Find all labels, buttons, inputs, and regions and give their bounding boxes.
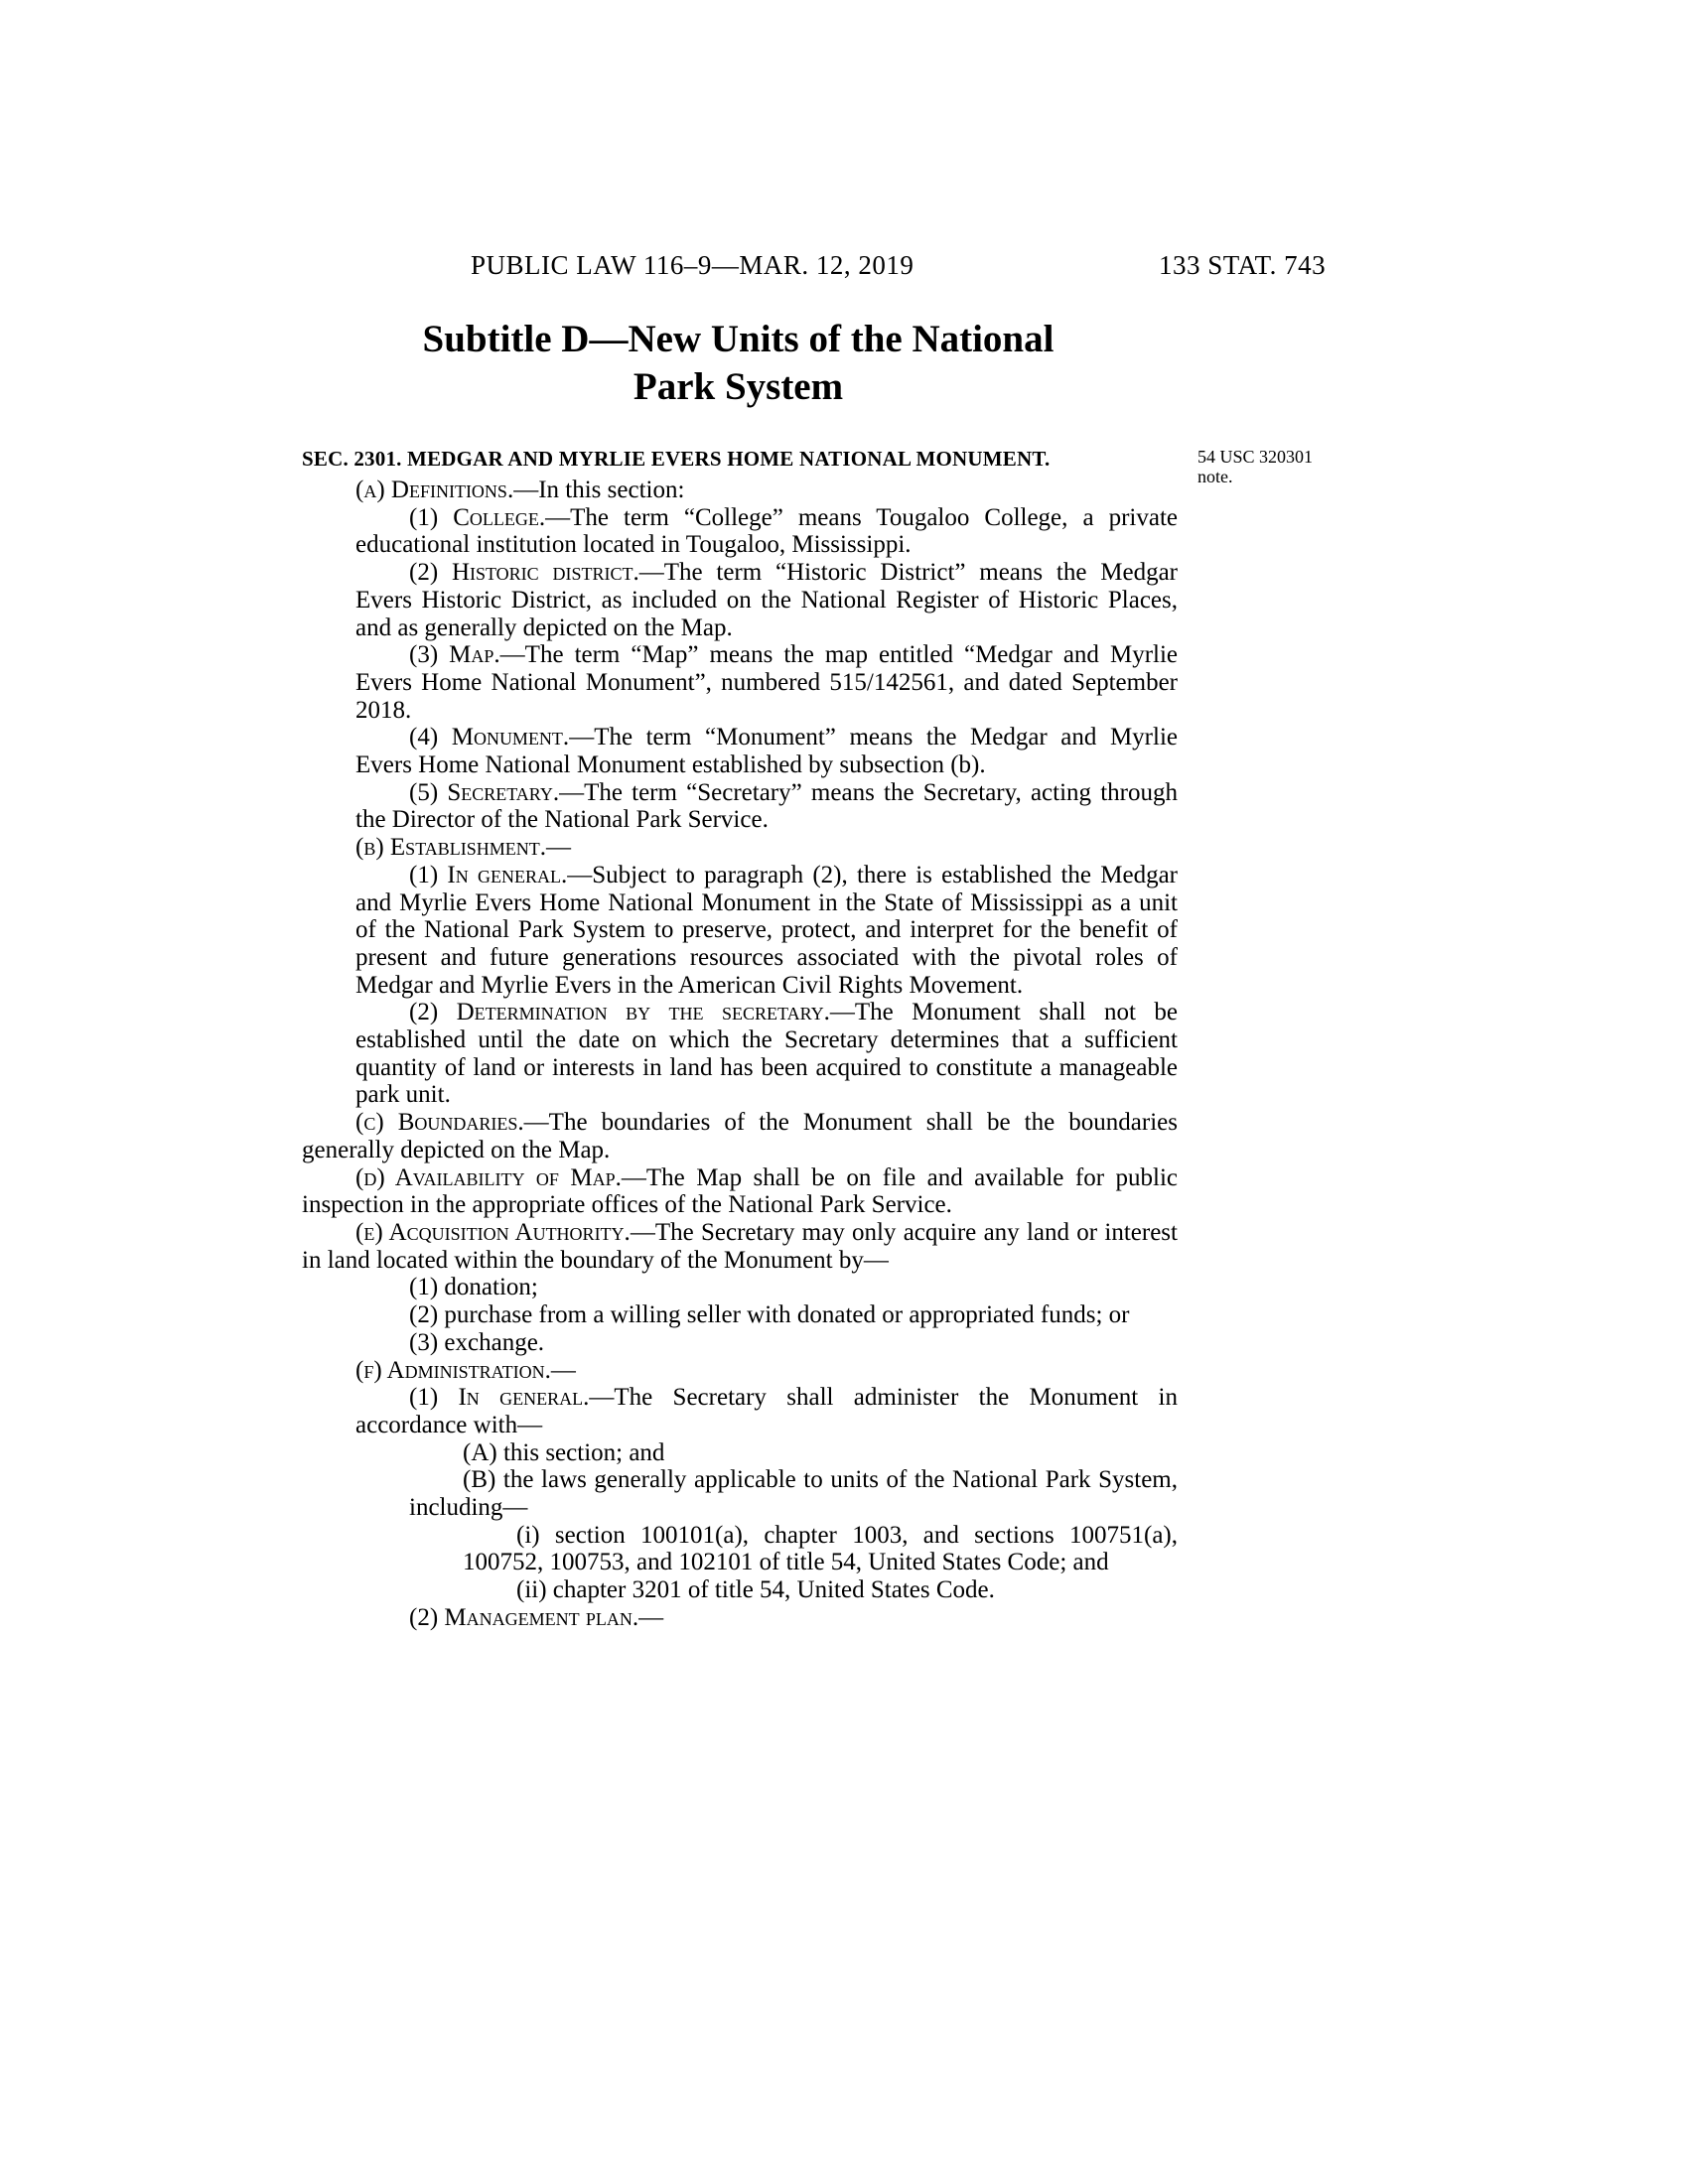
paragraph-text: —The term “Historic District” means the Medgar Evers Historic District, as included on the National Register of Historic Places, and as generally depicted on the Map. xyxy=(355,559,1178,641)
caption: (5) Secretary. xyxy=(409,778,560,806)
subsection-f xyxy=(302,1357,1178,1385)
paragraph-text: —The term “Secretary” means the Secretary, acting through the Director of the National Park Service. xyxy=(355,778,1178,834)
paragraph-text: (3) exchange. xyxy=(409,1328,545,1356)
paragraph-a-3 xyxy=(302,641,1178,724)
caption: (1) In general. xyxy=(409,861,568,888)
caption: (2) Determination by the secretary. xyxy=(409,999,830,1026)
caption: (d) Availability of Map. xyxy=(355,1163,622,1191)
paragraph-text: —The boundaries of the Monument shall be the boundaries generally depicted on the Map. xyxy=(302,1109,1178,1163)
clause-f-1-b-i xyxy=(302,1522,1178,1576)
subtitle-line-1: Subtitle D—New Units of the National xyxy=(422,318,1055,360)
paragraph-f-1 xyxy=(302,1384,1178,1438)
paragraph-text: —The term “Monument” means the Medgar and Myrlie Evers Home National Monument established by subsection (b). xyxy=(355,724,1178,779)
paragraph-text: (A) this section; and xyxy=(463,1438,665,1466)
subsection-c xyxy=(302,1109,1178,1163)
paragraph-a-2 xyxy=(302,559,1178,641)
paragraph-text: —Subject to paragraph (2), there is established the Medgar and Myrlie Evers Home National Monument in the State of Mississippi as a unit of the National Park System to preserve, protect, and interpret for the benefit of present and future generations resources associated with the pivotal roles of Medgar and Myrlie Evers in the American Civil Rights Movement. xyxy=(355,861,1178,999)
clause-f-1-b-ii xyxy=(302,1576,1178,1604)
subparagraph-f-1-a xyxy=(302,1439,1178,1467)
subsection-a xyxy=(302,477,1178,504)
subsection-e xyxy=(302,1219,1178,1274)
margin-note xyxy=(1197,447,1313,486)
margin-note-citation: 54 USC 320301 xyxy=(1197,447,1314,467)
caption: (1) College. xyxy=(409,503,546,531)
paragraph-f-2 xyxy=(302,1604,1178,1632)
paragraph-text: — xyxy=(638,1603,664,1631)
paragraph-e-3 xyxy=(302,1329,1178,1357)
caption: (4) Monument. xyxy=(409,724,570,751)
paragraph-a-1 xyxy=(302,504,1178,559)
paragraph-text: (i) section 100101(a), chapter 1003, and sections 100751(a), 100752, 100753, and 102101 of title 54, United States Code; and xyxy=(463,1521,1178,1576)
caption: (f) Administration. xyxy=(355,1356,551,1384)
paragraph-b-2 xyxy=(302,999,1178,1109)
caption: (a) Definitions. xyxy=(355,477,514,503)
margin-note-label: note. xyxy=(1197,467,1233,486)
paragraph-text: —The term “College” means Tougaloo College, a private educational institution located in Tougaloo, Mississippi. xyxy=(355,503,1178,559)
caption: (c) Boundaries. xyxy=(355,1109,524,1137)
paragraph-text: —The Secretary may only acquire any land or interest in land located within the boundary of the Monument by— xyxy=(302,1218,1178,1274)
caption: (b) Establishment. xyxy=(355,834,546,862)
paragraph-a-5 xyxy=(302,779,1178,834)
paragraph-text: —The Monument shall not be established until the date on which the Secretary determines that a sufficient quantity of land or interests in land has been acquired to constitute a manageable park unit. xyxy=(355,999,1178,1109)
paragraph-text: (2) purchase from a willing seller with donated or appropriated funds; or xyxy=(409,1301,1130,1329)
paragraph-e-2 xyxy=(302,1301,1178,1329)
caption: (3) Map. xyxy=(409,641,500,669)
paragraph-text: — xyxy=(546,834,571,862)
paragraph-text: (1) donation; xyxy=(409,1274,538,1301)
paragraph-text: (B) the laws generally applicable to units of the National Park System, including— xyxy=(409,1466,1178,1522)
subparagraph-f-1-b xyxy=(302,1466,1178,1521)
paragraph-e-1 xyxy=(302,1274,1178,1301)
paragraph-a-4 xyxy=(302,724,1178,778)
caption: (1) In general. xyxy=(409,1384,590,1412)
caption: (2) Historic district. xyxy=(409,559,639,587)
caption: (2) Management plan. xyxy=(409,1603,639,1631)
subsection-d xyxy=(302,1164,1178,1219)
subtitle-heading xyxy=(298,316,1179,411)
paragraph-text: — xyxy=(550,1356,576,1384)
paragraph-text: —In this section: xyxy=(513,477,685,503)
section-body xyxy=(302,477,1178,1632)
paragraph-text: —The Map shall be on file and available for public inspection in the appropriate offices of the National Park Service. xyxy=(302,1163,1178,1219)
paragraph-b-1 xyxy=(302,862,1178,1000)
paragraph-text: —The Secretary shall administer the Monument in accordance with— xyxy=(355,1384,1178,1438)
caption: (e) Acquisition Authority. xyxy=(355,1218,631,1246)
subsection-b xyxy=(302,834,1178,862)
page-number: 133 STAT. 743 xyxy=(1159,250,1327,280)
paragraph-text: —The term “Map” means the map entitled “Medgar and Myrlie Evers Home National Monument”, numbered 515/142561, and dated September 2018. xyxy=(355,641,1179,724)
section-heading: SEC. 2301. MEDGAR AND MYRLIE EVERS HOME NATIONAL MONUMENT. xyxy=(302,447,1051,471)
subtitle-line-2: Park System xyxy=(633,365,844,408)
running-head: PUBLIC LAW 116–9—MAR. 12, 2019 xyxy=(471,250,914,280)
paragraph-text: (ii) chapter 3201 of title 54, United States Code. xyxy=(516,1576,995,1604)
